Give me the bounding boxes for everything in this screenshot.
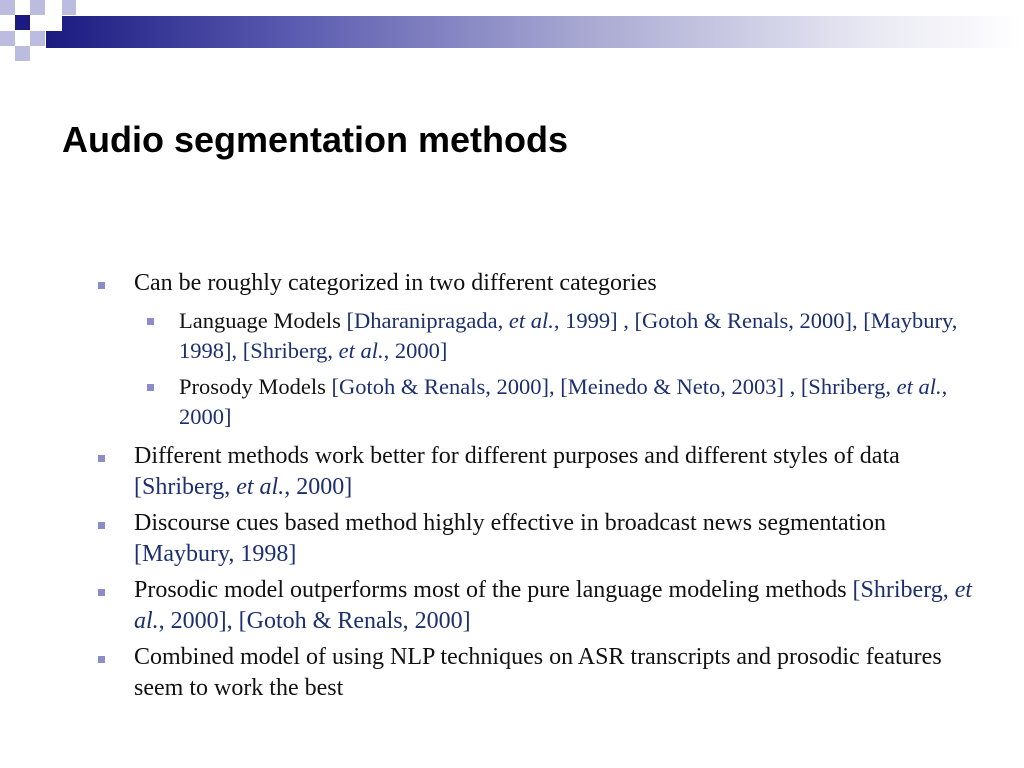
citation-etal: et al. [896,374,942,399]
bullet-text: Combined model of using NLP techniques on ASR transcripts and prosodic features seem to work the best [134,644,942,701]
citation-text: [Dharanipragada, [346,308,509,333]
deco-square [30,0,45,15]
deco-square [15,15,30,30]
citation-etal: et al. [508,308,554,333]
citation-etal: et al. [338,338,384,363]
bullet-item [96,642,976,704]
citation-text: , 1999] , [Gotoh & Renals, 2000], [Maybury, 1998], [Shriberg, [179,308,958,363]
bullet-square-icon [98,656,105,663]
sub-bullet-item [96,306,976,366]
deco-square [15,46,30,61]
bullet-item [96,575,976,637]
bullet-square-icon [98,282,105,289]
bullet-text: Different methods work better for different purposes and different styles of data [134,443,900,469]
citation-text: , 2000] [179,374,948,429]
bullet-text: Discourse cues based method highly effective in broadcast news segmentation [134,510,887,536]
bullet-item [96,508,976,570]
citation [134,474,352,500]
bullet-square-icon [98,455,105,462]
citation-etal: et al. [134,577,973,634]
bullet-text: Can be roughly categorized in two different categories [134,270,657,296]
deco-square [46,16,62,31]
header-gradient-bar [46,16,1024,48]
citation: [Maybury, 1998] [134,541,297,567]
bullet-item [96,441,976,503]
bullet-text: Prosody Models [179,374,332,399]
citation-text: , 2000], [Gotoh & Renals, 2000] [158,608,471,634]
sub-bullet-square-icon [147,384,154,391]
slide-title: Audio segmentation methods [62,119,569,160]
deco-square [0,31,15,46]
deco-square [0,0,15,15]
sub-bullet-square-icon [147,318,154,325]
deco-square [30,31,45,46]
bullet-list [96,268,976,709]
sub-bullet-item [96,372,976,432]
header-decoration [0,0,1024,64]
citation-text: [Gotoh & Renals, 2000], [Meinedo & Neto, 2003] , [Shriberg, [331,374,897,399]
citation-etal: et al. [236,474,285,500]
bullet-text: Prosodic model outperforms most of the pure language modeling methods [134,577,853,603]
citation-text: [Shriberg, [852,577,955,603]
citation-text: , 2000] [383,338,448,363]
bullet-square-icon [98,589,105,596]
citation-text: [Shriberg, [134,474,237,500]
deco-square [62,0,76,15]
bullet-item [96,268,976,299]
citation-text: , 2000] [284,474,353,500]
bullet-text: Language Models [179,308,347,333]
bullet-square-icon [98,522,105,529]
